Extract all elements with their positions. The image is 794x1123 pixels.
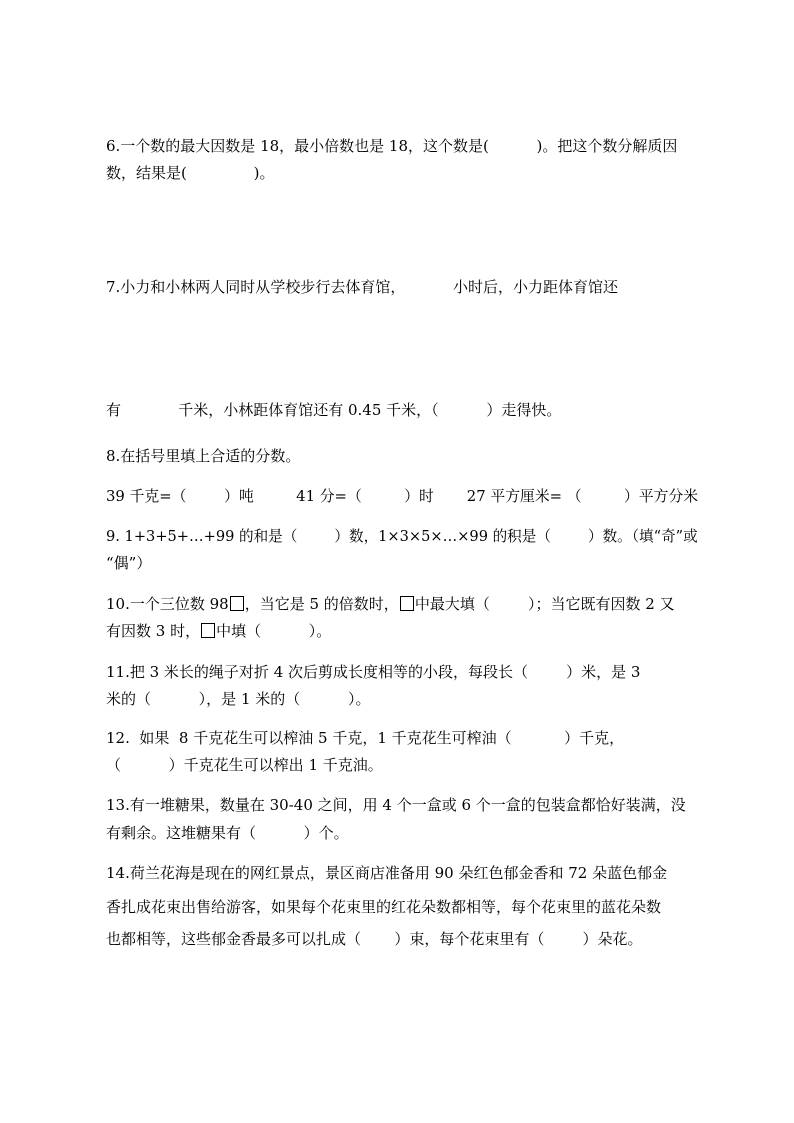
q10-line-2 [106,621,331,641]
q7-line-2: 有 千米，小林距体育馆还有 0.45 千米，（ ）走得快。 [106,401,562,419]
q14-line-1: 14.荷兰花海是现在的网红景点，景区商店准备用 90 朵红色郁金香和 72 朵蓝色郁金 [106,864,668,882]
q8-title: 8.在括号里填上合适的分数。 [106,447,301,465]
q14-line-2: 香扎成花束出售给游客，如果每个花束里的红花朵数都相等，每个花束里的蓝花朵数 [106,898,662,916]
q9-line-2: “偶”） [106,554,152,572]
q14-line-3: 也都相等，这些郁金香最多可以扎成（ ）束，每个花束里有（ ）朵花。 [106,930,643,948]
blank-box-icon [230,596,244,611]
blank-box-icon [400,596,414,611]
q11-line-2: 米的（ ），是 1 米的（ ）。 [106,690,371,708]
q10-text-a: 10.一个三位数 98 [106,595,229,613]
q10-text-c: 中最大填（ ）；当它既有因数 2 又 [414,595,675,613]
q12-line-1: 12. 如果 8 千克花生可以榨油 5 千克，1 千克花生可榨油（ ）千克， [106,729,625,747]
q10-text-e: 中填（ ）。 [216,622,332,640]
q10-line-1 [106,594,675,614]
blank-box-icon [201,623,215,638]
q10-text-d: 有因数 3 时， [106,622,201,640]
q10-text-b: ，当它是 5 的倍数时， [244,595,399,613]
q13-line-1: 13.有一堆糖果，数量在 30-40 之间，用 4 个一盒或 6 个一盒的包装盒都恰好装满，没 [106,796,686,814]
q12-line-2: （ ）千克花生可以榨出 1 千克油。 [106,756,383,774]
q8-line-1: 39 千克=（ ）吨 41 分=（ ）时 27 平方厘米= （ ）平方分米 [106,487,699,505]
q11-line-1: 11.把 3 米长的绳子对折 4 次后剪成长度相等的小段，每段长（ ）米，是 3 [106,663,641,681]
q7-line-1: 7.小力和小林两人同时从学校步行去体育馆， 小时后，小力距体育馆还 [106,278,618,296]
q6-line-2: 数，结果是( )。 [106,164,275,182]
q9-line-1: 9. 1+3+5+…+99 的和是（ ）数，1×3×5×…×99 的积是（ ）数。（填“奇”或 [106,527,698,545]
q6-line-1: 6.一个数的最大因数是 18，最小倍数也是 18，这个数是( )。把这个数分解质因 [106,137,678,155]
q13-line-2: 有剩余。这堆糖果有（ ）个。 [106,824,349,842]
